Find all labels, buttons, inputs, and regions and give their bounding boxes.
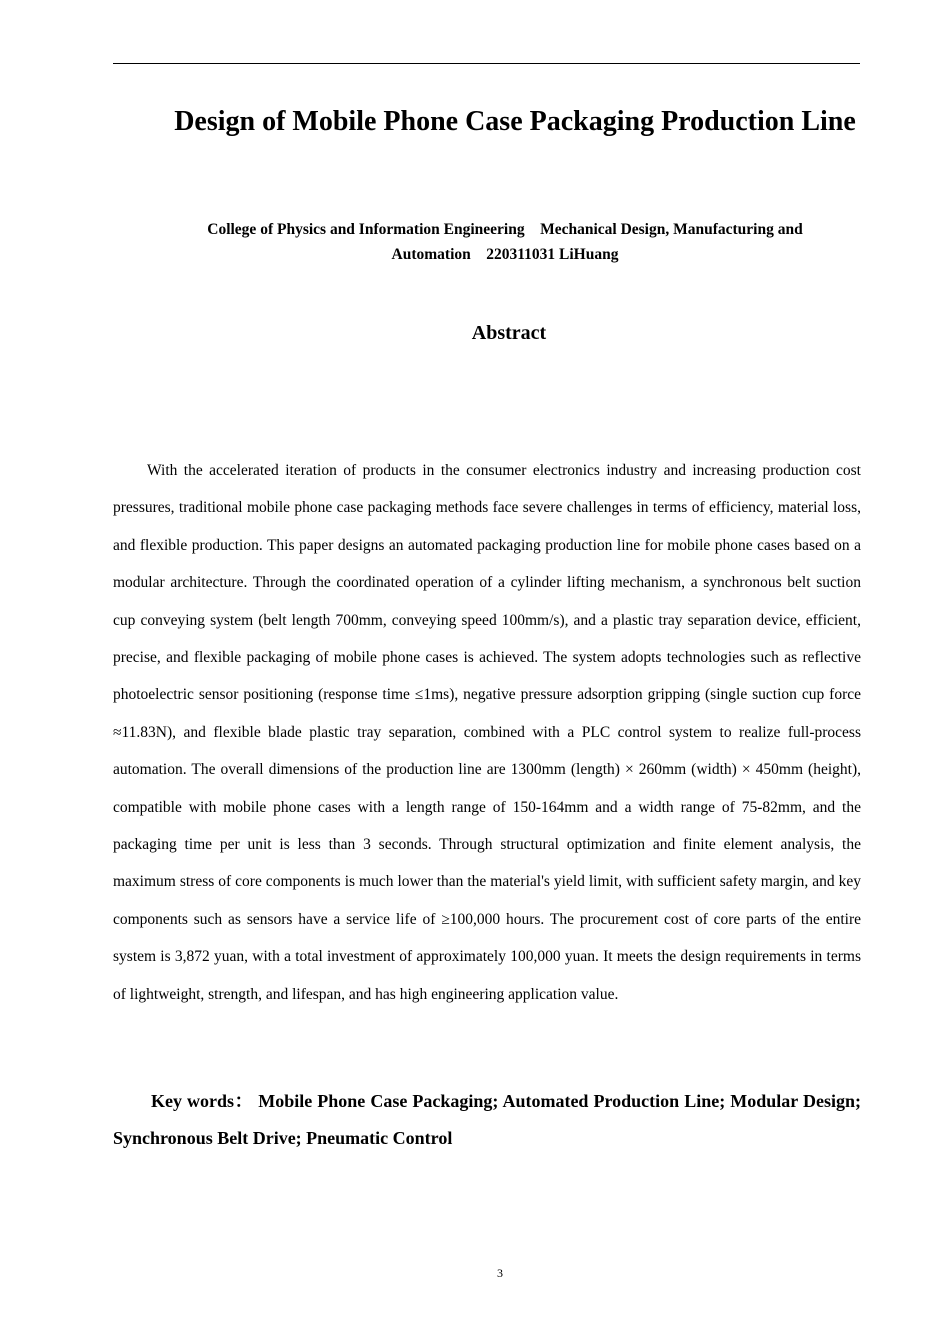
header-rule [113,63,860,64]
abstract-heading: Abstract [471,322,547,344]
keywords-label: Key words： [151,1091,254,1111]
keywords-paragraph [113,1083,861,1157]
keywords-list: Mobile Phone Case Packaging; Automated Production Line; Modular Design; Synchronous Belt Drive; Pneumatic Control [113,1091,862,1148]
author-affiliation: College of Physics and Information Engineering Mechanical Design, Manufacturing and Automation 220311031 LiHuang [207,221,803,263]
abstract-body: With the accelerated iteration of products in the consumer electronics industry and increasing production cost pressures, traditional mobile phone case packaging methods face severe challenges in terms of efficiency, material loss, and flexible production. This paper designs an automated packaging production line for mobile phone cases based on a modular architecture. Through the coordinated operation of a cylinder lifting mechanism, a synchronous belt suction cup conveying system (belt length 700mm, conveying speed 100mm/s), and a plastic tray separation device, efficient, precise, and flexible packaging of mobile phone cases is achieved. The system adopts technologies such as reflective photoelectric sensor positioning (response time ≤1ms), negative pressure adsorption gripping (single suction cup force ≈11.83N), and flexible blade plastic tray separation, combined with a PLC control system to realize full-process automation. The overall dimensions of the production line are 1300mm (length) × 260mm (width) × 450mm (height), compatible with mobile phone cases with a length range of 150-164mm and a width range of 75-82mm, and the packaging time per unit is less than 3 seconds. Through structural optimization and finite element analysis, the maximum stress of core components is much lower than the material's yield limit, with sufficient safety margin, and key components such as sensors have a service life of ≥100,000 hours. The procurement cost of core parts of the entire system is 3,872 yuan, with a total investment of approximately 100,000 yuan. It meets the design requirements in terms of lightweight, strength, and lifespan, and has high engineering application value. [113,462,861,1003]
paper-title: Design of Mobile Phone Case Packaging Production Line [174,106,856,137]
page-number: 3 [497,1266,503,1280]
